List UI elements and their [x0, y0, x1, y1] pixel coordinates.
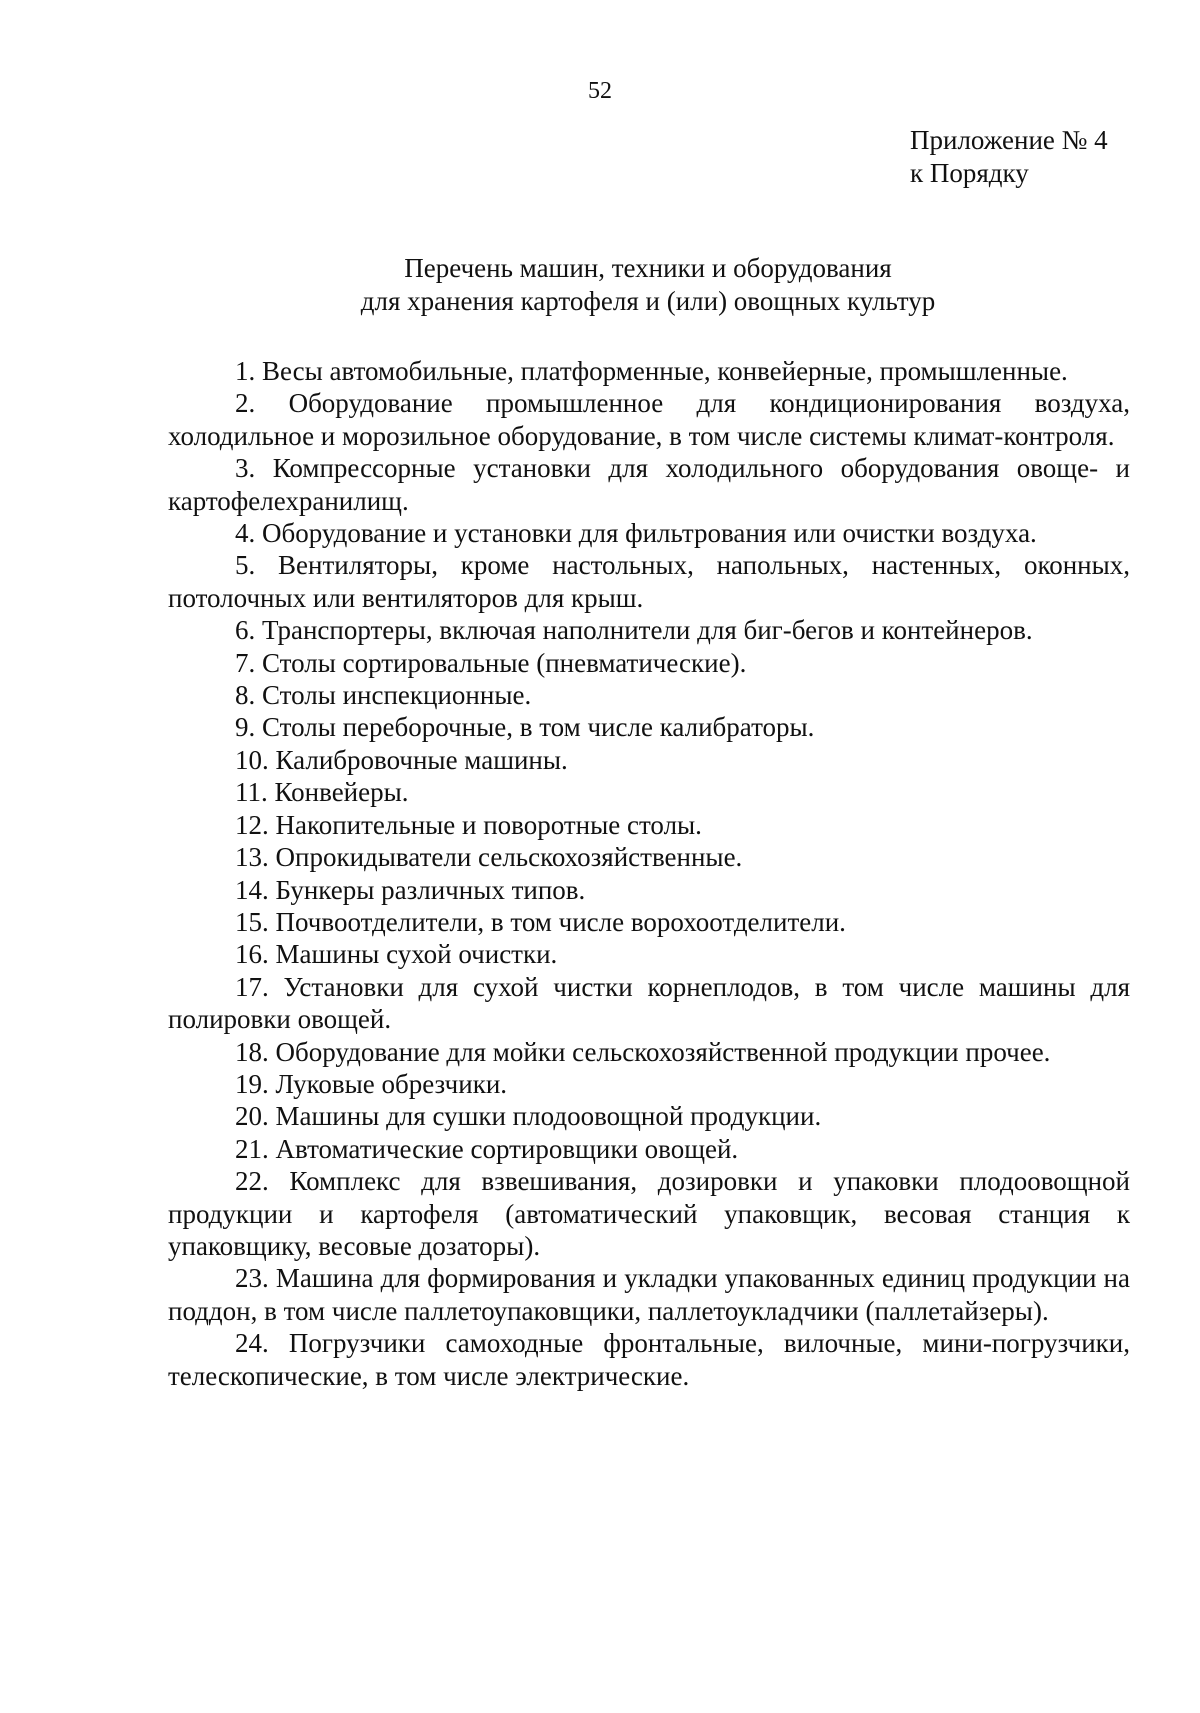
- list-item-16: 16. Машины сухой очистки.: [235, 939, 558, 970]
- list-item-11: 11. Конвейеры.: [235, 777, 409, 808]
- appendix-line-2: к Порядку: [910, 158, 1029, 188]
- list-item-12: 12. Накопительные и поворотные столы.: [235, 809, 702, 840]
- list-item-21: 21. Автоматические сортировщики овощей.: [235, 1133, 739, 1164]
- list-item-24: 24. Погрузчики самоходные фронтальные, вилочные, мини-погрузчики, телескопические, в том числе электрические.: [168, 1328, 1130, 1391]
- list-item-4: 4. Оборудование и установки для фильтрования или очистки воздуха.: [235, 518, 1037, 549]
- list-item-17: 17. Установки для сухой чистки корнеплодов, в том числе машины для полировки овощей.: [168, 971, 1130, 1035]
- list-item-7: 7. Столы сортировальные (пневматические).: [235, 647, 747, 678]
- title-line-2: для хранения картофеля и (или) овощных культур: [360, 286, 936, 316]
- list-item-1: 1. Весы автомобильные, платформенные, конвейерные, промышленные.: [235, 356, 1068, 386]
- list-item-6: 6. Транспортеры, включая наполнители для биг-бегов и контейнеров.: [235, 615, 1033, 646]
- list-item-2: 2. Оборудование промышленное для кондиционирования воздуха, холодильное и морозильное оборудование, в том числе системы климат-контроля.: [168, 388, 1130, 451]
- page-number: 52: [588, 78, 612, 104]
- equipment-list: [168, 355, 1130, 1392]
- appendix-reference: [910, 124, 1108, 190]
- list-item-5: 5. Вентиляторы, кроме настольных, напольных, настенных, оконных, потолочных или вентиляторов для крыш.: [168, 550, 1130, 613]
- list-item-15: 15. Почвоотделители, в том числе ворохоотделители.: [235, 906, 846, 937]
- list-item-14: 14. Бункеры различных типов.: [235, 874, 586, 905]
- list-item-20: 20. Машины для сушки плодоовощной продукции.: [235, 1101, 822, 1132]
- list-item-3: 3. Компрессорные установки для холодильного оборудования овоще- и картофелехранилищ.: [168, 453, 1130, 516]
- appendix-line-1: Приложение № 4: [910, 125, 1108, 155]
- list-item-22: 22. Комплекс для взвешивания, дозировки и упаковки плодоовощной продукции и картофеля (автоматический упаковщик, весовая станция к упаковщику, весовые дозаторы).: [168, 1166, 1130, 1261]
- list-item-23: 23. Машина для формирования и укладки упакованных единиц продукции на поддон, в том числе паллетоупаковщики, паллетоукладчики (паллетайзеры).: [168, 1263, 1130, 1326]
- list-item-13: 13. Опрокидыватели сельскохозяйственные.: [235, 842, 743, 873]
- document-title: [168, 252, 1128, 318]
- title-line-1: Перечень машин, техники и оборудования: [404, 253, 892, 283]
- list-item-9: 9. Столы переборочные, в том числе калибраторы.: [235, 712, 815, 743]
- list-item-18: 18. Оборудование для мойки сельскохозяйственной продукции прочее.: [235, 1036, 1051, 1067]
- list-item-8: 8. Столы инспекционные.: [235, 680, 532, 711]
- list-item-19: 19. Луковые обрезчики.: [235, 1068, 508, 1099]
- list-item-10: 10. Калибровочные машины.: [235, 744, 568, 775]
